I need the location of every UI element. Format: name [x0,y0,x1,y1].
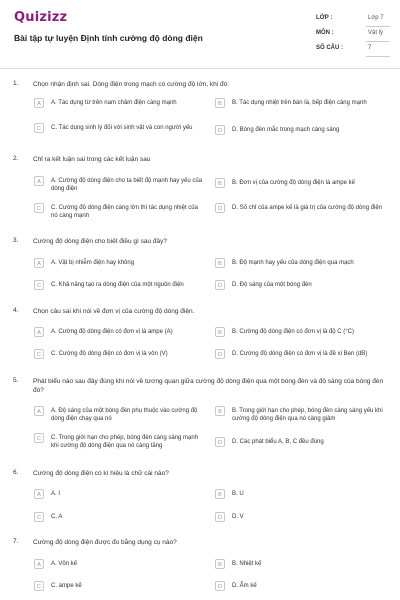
option-text: B. Cường độ dòng điện có đơn vị là độ C (°C) [232,329,355,335]
option-text: B. Đơn vị của cường độ dòng điện là ampe kế [232,180,355,186]
option-letter-box[interactable]: B [215,406,225,416]
option-text: D. Các phát biểu A, B, C đều đúng [232,439,324,445]
option-text: C. Tác dụng sinh lý đối với sinh vật và con người yếu [51,125,193,131]
option-text: A. Vật bị nhiễm điện hay không [51,260,135,266]
option-letter-box[interactable]: A [34,176,44,186]
option-text: D. Độ sáng của một bóng đèn [232,282,312,288]
option-letter-box[interactable]: A [34,327,44,337]
header-divider [0,68,400,69]
question-text: Chọn nhận định sai. Dòng điện trong mạch có cường độ lớn, khi đó: [33,81,230,88]
option-text: B. Độ mạnh hay yếu của dòng điện qua mạch [232,260,354,266]
meta-row-count [316,42,390,57]
question-text: Chỉ ra kết luận sai trong các kết luận sau [33,156,151,163]
quizizz-logo: Quizizz [14,10,68,25]
question-number: 6. [13,469,19,476]
option-text: C. ampe kế [51,583,82,589]
worksheet-meta [316,12,390,57]
option-text: B. Nhiệt kế [232,561,262,567]
question-text: Phát biểu nào sau đây đúng khi nói về tương quan giữa cường độ dòng điện qua một bóng đèn và độ sáng của bóng đèn đó? [33,378,384,394]
option-text: A. Cường độ dòng điện cho ta biết độ mạnh hay yếu của dòng điện [51,178,203,192]
option-text: C. Khả năng tạo ra dòng điện của một nguồn điện [51,282,184,288]
meta-row-subject [316,27,390,42]
option-letter-box[interactable]: A [34,559,44,569]
option-letter-box[interactable]: D [215,203,225,213]
option-text: A. Cường độ dòng điện có đơn vị là ampe (A) [51,329,173,335]
option-letter-box[interactable]: D [215,125,225,135]
question-number: 4. [13,307,19,314]
option-letter-box[interactable]: B [215,178,225,188]
option-letter-box[interactable]: C [34,349,44,359]
option-text: A. I [51,491,61,497]
option-letter-box[interactable]: D [215,437,225,447]
option-letter-box[interactable]: C [34,433,44,443]
option-letter-box[interactable]: A [34,98,44,108]
option-text: B. U [232,491,244,497]
question-text: Chọn câu sai khi nói về đơn vị của cường độ dòng điện. [33,308,195,315]
worksheet-title: Bài tập tự luyện Định tính cường độ dòng điện [14,33,203,43]
option-text: A. Vôn kế [51,561,78,567]
option-letter-box[interactable]: D [215,581,225,591]
option-letter-box[interactable]: B [215,559,225,569]
question-number: 7. [13,538,19,545]
question-number: 1. [13,80,19,87]
question-number: 3. [13,237,19,244]
option-text: C. A [51,514,63,520]
meta-value: Lớp 7 [368,15,384,21]
option-text: C. Cường độ dòng điện có đơn vị là vôn (V) [51,351,168,357]
option-text: B. Tác dụng nhiệt trên bàn là, bếp điện càng mạnh [232,100,367,106]
option-text: C. Trong giới hạn cho phép, bóng đèn càng sáng mạnh khi cường độ dòng điện qua nó càng tăng [51,435,199,449]
meta-underline [366,56,390,57]
option-letter-box[interactable]: C [34,203,44,213]
option-letter-box[interactable]: A [34,489,44,499]
question-text: Cường độ dòng điện được đo bằng dụng cụ nào? [33,539,177,546]
option-letter-box[interactable]: B [215,327,225,337]
meta-label: SỐ CÂU : [316,45,343,51]
question-number: 5. [13,377,19,384]
meta-label: LỚP : [316,15,333,21]
question-text: Cường độ dòng điện cho biết điều gì sau đây? [33,238,168,245]
option-letter-box[interactable]: D [215,280,225,290]
option-text: D. Bóng đèn mắc trong mạch càng sáng [232,127,340,133]
option-letter-box[interactable]: B [215,98,225,108]
question-text: Cường độ dòng điện có kí hiệu là chữ cái nào? [33,470,169,477]
option-letter-box[interactable]: D [215,349,225,359]
option-letter-box[interactable]: C [34,581,44,591]
option-letter-box[interactable]: D [215,512,225,522]
option-text: B. Trong giới hạn cho phép, bóng đèn càng sáng yếu khi cường độ dòng điện qua nó càng giảm [232,408,383,422]
worksheet-header [0,0,400,64]
option-letter-box[interactable]: B [215,258,225,268]
option-text: C. Cường độ dòng điện càng lớn thì tác dụng nhiệt của nó càng mạnh [51,205,198,219]
option-letter-box[interactable]: C [34,123,44,133]
meta-label: MÔN : [316,30,334,36]
option-text: D. V [232,514,244,520]
meta-value: 7 [368,45,372,51]
option-text: A. Tác dụng từ trên nam châm điện càng mạnh [51,100,177,106]
meta-value: Vật lý [368,30,384,36]
option-letter-box[interactable]: A [34,258,44,268]
option-text: D. Số chỉ của ampe kế là giá trị của cường độ dòng điện [232,205,383,211]
option-text: A. Độ sáng của một bóng đèn phụ thuộc vào cường độ dòng điện chạy qua nó [51,408,198,422]
option-letter-box[interactable]: B [215,489,225,499]
option-text: D. Ẩm kế [232,583,257,589]
question-number: 2. [13,155,19,162]
option-letter-box[interactable]: A [34,406,44,416]
option-text: D. Cường độ dòng điện có đơn vị là đề xi Ben (dB) [232,351,368,357]
option-letter-box[interactable]: C [34,280,44,290]
option-letter-box[interactable]: C [34,512,44,522]
meta-row-class [316,12,390,27]
